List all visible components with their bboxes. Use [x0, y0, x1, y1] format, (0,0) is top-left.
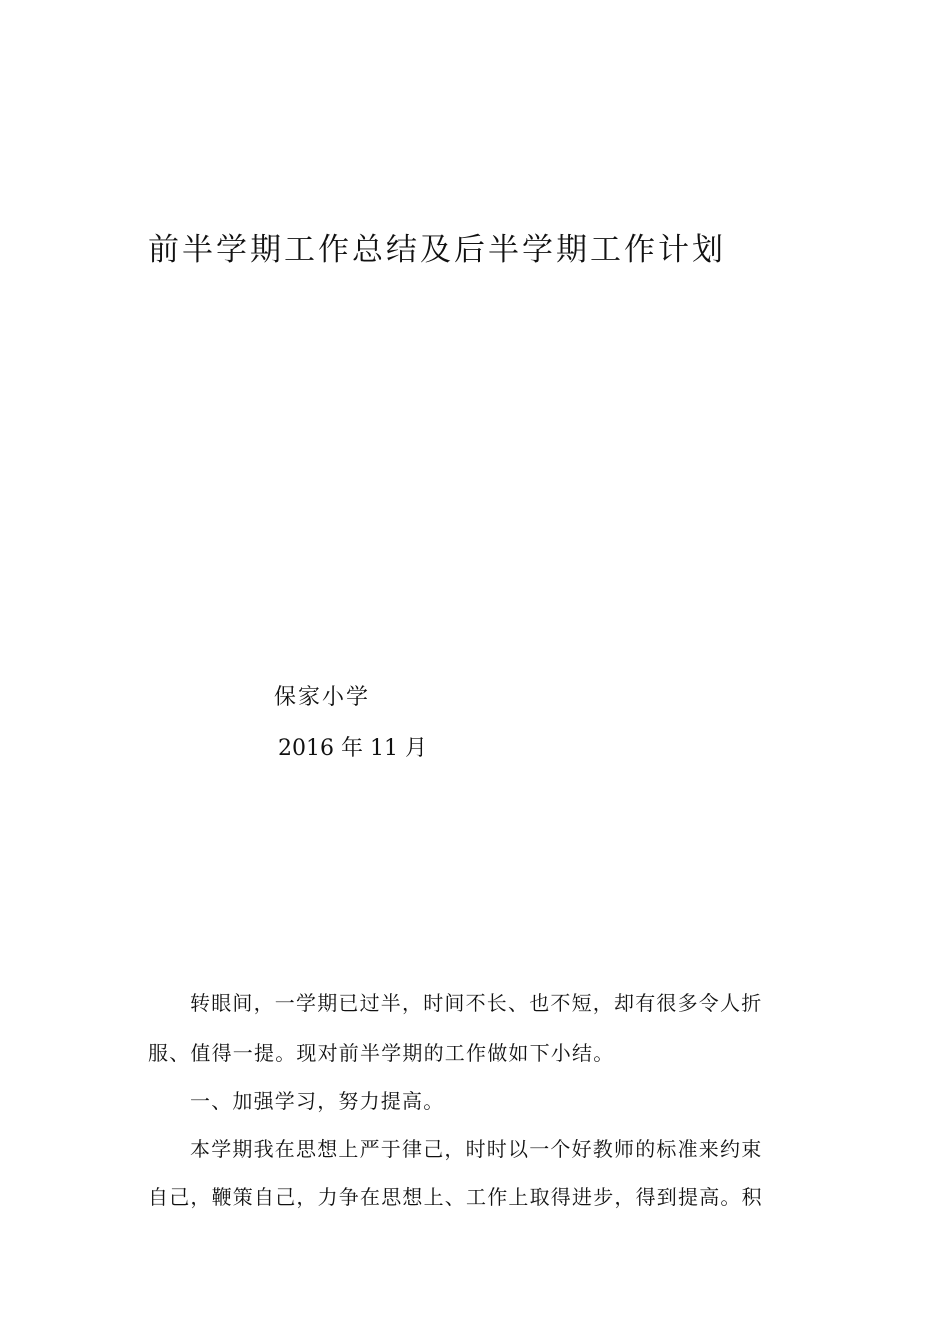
- paragraph-line-4: 本学期我在思想上严于律己，时时以一个好教师的标准来约束: [190, 1137, 763, 1161]
- document-title: 前半学期工作总结及后半学期工作计划: [148, 232, 726, 268]
- school-name: 保家小学: [274, 685, 371, 710]
- section-heading-1: 一、加强学习，努力提高。: [190, 1089, 445, 1113]
- paragraph-line-5: 自己，鞭策自己，力争在思想上、工作上取得进步，得到提高。积: [148, 1185, 763, 1209]
- paragraph-line-1: 转眼间，一学期已过半，时间不长、也不短，却有很多令人折: [190, 991, 763, 1015]
- paragraph-line-2: 服、值得一提。现对前半学期的工作做如下小结。: [148, 1041, 615, 1065]
- document-date: 2016 年 11 月: [278, 736, 427, 761]
